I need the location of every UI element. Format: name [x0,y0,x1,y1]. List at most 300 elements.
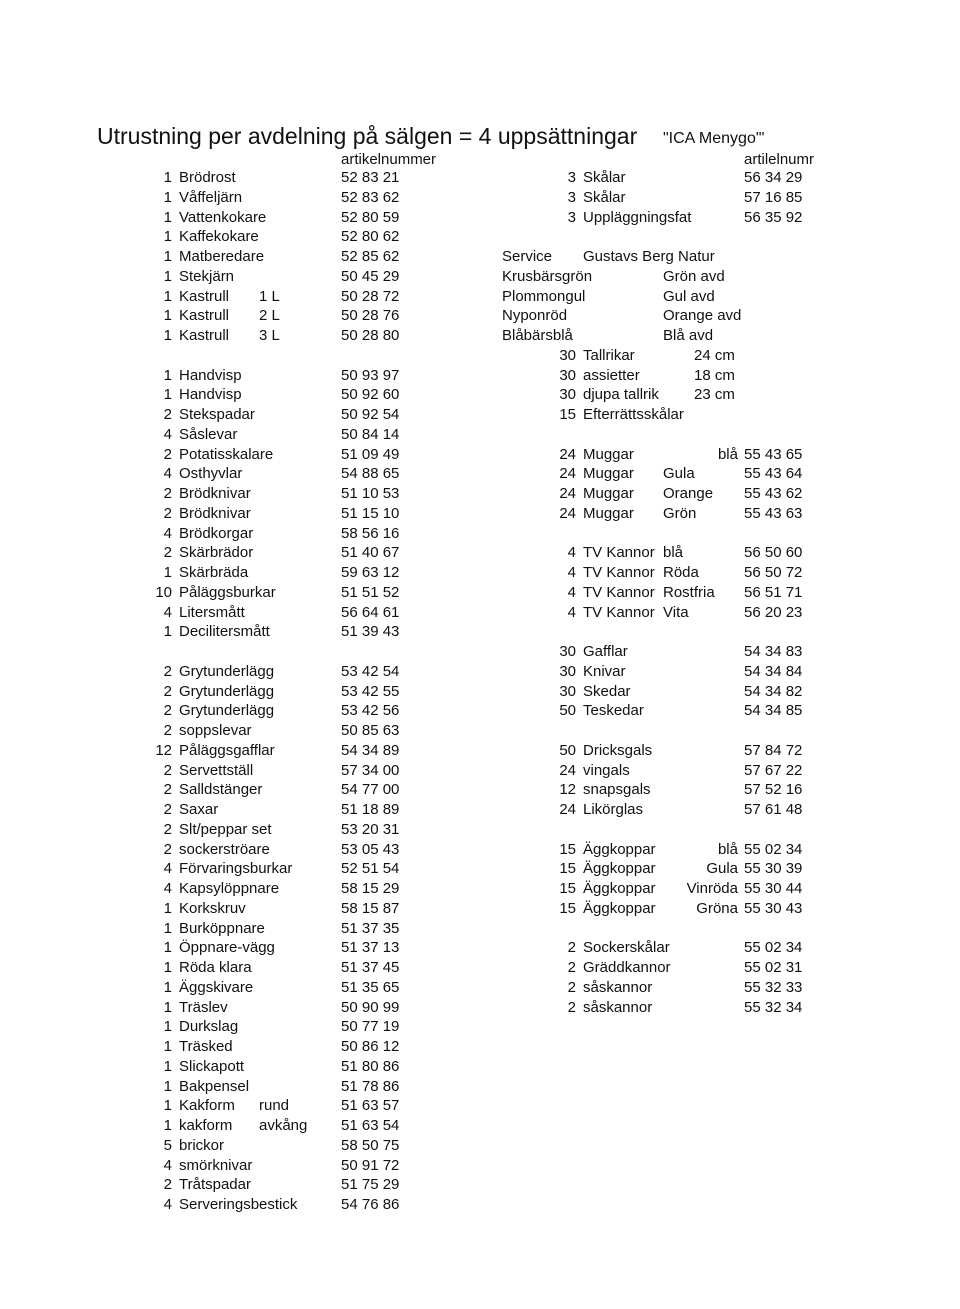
item-quantity: 1 [163,1117,172,1134]
item-name: Muggar [583,465,634,483]
item-article-number: 55 02 34 [744,840,803,858]
right-list-item [0,701,960,721]
item-quantity: 2 [163,801,172,818]
item-quantity: 5 [163,1136,172,1154]
item-name: Tallrikar [583,346,635,364]
item-name: Dricksgals [583,741,653,759]
item-name: Kastrull [179,327,230,344]
right-list-item [0,958,960,978]
item-name: Gafflar [583,643,628,660]
item-quantity: 2 [163,406,172,423]
item-article-number: 57 61 48 [744,801,803,818]
item-article-number: 55 43 63 [744,504,803,522]
item-quantity: 10 [155,583,172,601]
item-size: 2 L [259,307,280,325]
item-name: Slt/peppar set [179,820,272,838]
item-name: såskannor [583,998,653,1016]
item-quantity: 1 [163,1038,172,1055]
item-article-number: 56 50 72 [744,564,803,581]
item-quantity: 1 [163,978,172,996]
item-name: Osthyvlar [179,465,243,483]
item-name: Slickapott [179,1057,245,1075]
item-size: 24 cm [694,346,735,364]
item-name: Salldstänger [179,781,263,799]
item-quantity: 2 [567,959,576,976]
item-article-number: 56 51 71 [744,583,803,601]
item-quantity: 30 [559,366,576,384]
item-name: sockerströare [179,840,270,858]
left-list-item [0,425,960,445]
item-name: brickor [179,1136,225,1154]
item-article-number: 56 35 92 [744,208,803,226]
item-quantity: 15 [559,840,576,858]
item-article-number: 51 39 43 [341,623,400,641]
item-article-number: 50 90 99 [341,998,400,1016]
item-quantity: 1 [163,267,172,285]
service-detail: Blå avd [663,327,714,344]
item-quantity: 2 [163,702,172,720]
item-name: Uppläggningsfat [583,208,692,226]
item-name: Stekspadar [179,406,255,423]
left-list-item [0,820,960,840]
left-list-item [0,622,960,642]
item-quantity: 1 [163,919,172,937]
item-name: TV Kannor [583,603,655,621]
item-article-number: 52 51 54 [341,860,400,878]
item-size: rund [259,1097,290,1115]
item-article-number: 57 34 00 [341,761,400,779]
item-quantity: 30 [559,643,576,660]
item-article-number: 58 50 75 [341,1136,400,1154]
item-article-number: 54 34 89 [341,741,400,759]
item-article-number: 51 80 86 [341,1057,400,1075]
right-list-item [0,484,960,504]
left-list-item [0,227,960,247]
item-quantity: 15 [559,880,576,897]
item-quantity: 2 [163,781,172,799]
item-color: Vita [663,603,689,621]
item-quantity: 30 [559,682,576,700]
item-article-number: 50 92 60 [341,386,400,404]
item-article-number: 51 37 35 [341,919,400,937]
item-quantity: 2 [163,504,172,522]
item-quantity: 24 [559,465,576,483]
left-list-item [0,1116,960,1136]
item-quantity: 1 [163,564,172,581]
service-label: Plommongul [502,287,586,305]
item-name: Potatisskalare [179,445,274,463]
item-name: Äggkoppar [583,840,656,858]
item-quantity: 50 [559,741,576,759]
item-article-number: 58 15 29 [341,880,400,897]
item-name: Grytunderlägg [179,662,275,680]
item-article-number: 51 78 86 [341,1077,400,1095]
item-name: Kapsylöppnare [179,880,280,897]
item-article-number: 55 30 44 [744,880,803,897]
item-size: 23 cm [694,386,735,404]
item-article-number: 52 80 59 [341,208,400,226]
item-name: Stekjärn [179,267,235,285]
item-name: Äggkoppar [583,860,656,878]
item-article-number: 58 56 16 [341,524,400,542]
item-name: Skålar [583,188,626,206]
item-article-number: 55 43 65 [744,445,803,463]
item-name: Skärbräda [179,564,249,581]
item-quantity: 4 [567,583,576,601]
item-article-number: 51 63 57 [341,1097,400,1115]
right-list-item [0,840,960,860]
item-quantity: 4 [163,425,172,443]
item-quantity: 50 [559,702,576,720]
item-quantity: 24 [559,801,576,818]
item-size: avkång [259,1117,308,1134]
item-name: Brödkorgar [179,524,254,542]
item-quantity: 15 [559,860,576,878]
item-article-number: 51 09 49 [341,445,400,463]
item-article-number: 55 43 62 [744,485,803,502]
right-list-item [0,978,960,998]
item-name: Skålar [583,169,626,186]
item-article-number: 50 86 12 [341,1038,400,1055]
item-name: Kastrull [179,287,230,305]
item-name: Burköppnare [179,919,265,937]
item-article-number: 51 10 53 [341,485,400,502]
item-quantity: 15 [559,406,576,423]
item-name: Teskedar [583,702,644,720]
right-list-item [0,208,960,228]
item-quantity: 4 [163,465,172,483]
right-list-item [0,682,960,702]
item-color: Orange [663,485,714,502]
item-article-number: 50 84 14 [341,425,400,443]
item-name: Förvaringsburkar [179,860,293,878]
left-column-header: artikelnummer [341,151,437,168]
right-list-item [0,247,960,267]
right-list-item [0,346,960,366]
item-article-number: 56 20 23 [744,603,803,621]
right-list-item [0,583,960,603]
item-color: blå [717,840,738,858]
item-color: Grön [663,504,697,522]
item-quantity: 1 [163,287,172,305]
item-quantity: 2 [163,445,172,463]
right-list-item [0,267,960,287]
item-article-number: 56 50 60 [744,544,803,562]
item-name: Likörglas [583,801,644,818]
service-detail: Orange avd [663,307,742,325]
item-quantity: 2 [163,840,172,858]
item-article-number: 50 93 97 [341,366,400,384]
item-quantity: 4 [163,1156,172,1174]
item-article-number: 51 63 54 [341,1117,400,1134]
item-name: Bakpensel [179,1077,250,1095]
item-name: Påläggsgafflar [179,741,275,759]
item-name: Brödrost [179,169,236,186]
item-article-number: 54 34 84 [744,662,803,680]
item-quantity: 1 [163,899,172,917]
item-name: Gräddkannor [583,959,671,976]
item-article-number: 52 80 62 [341,228,400,246]
item-quantity: 2 [163,662,172,680]
item-name: TV Kannor [583,544,655,562]
item-name: soppslevar [179,722,252,739]
item-quantity: 2 [567,998,576,1016]
item-article-number: 55 02 31 [744,959,803,976]
item-name: Tråtspadar [179,1176,251,1194]
item-name: smörknivar [179,1156,253,1174]
item-quantity: 30 [559,386,576,404]
right-list-item [0,287,960,307]
right-list-item [0,761,960,781]
item-quantity: 1 [163,208,172,226]
item-quantity: 1 [163,959,172,976]
right-list-item [0,800,960,820]
item-quantity: 2 [163,722,172,739]
right-list-item [0,306,960,326]
right-list-item [0,879,960,899]
item-name: kakform [179,1117,233,1134]
item-article-number: 55 02 34 [744,939,803,957]
item-name: Decilitersmått [179,623,270,641]
item-name: Såslevar [179,425,238,443]
item-article-number: 58 15 87 [341,899,400,917]
item-quantity: 4 [567,564,576,581]
left-list-item [0,1096,960,1116]
item-article-number: 51 18 89 [341,801,400,818]
item-article-number: 53 42 56 [341,702,400,720]
item-size: 3 L [259,327,280,344]
item-size: 18 cm [694,366,735,384]
item-color: Gula [663,465,695,483]
service-label: Blåbärsblå [502,327,573,344]
item-color: Gula [706,860,738,878]
item-quantity: 1 [163,1097,172,1115]
item-quantity: 24 [559,761,576,779]
item-article-number: 54 77 00 [341,781,400,799]
item-quantity: 2 [163,761,172,779]
item-name: Grytunderlägg [179,682,275,700]
page-title: Utrustning per avdelning på sälgen = 4 uppsättningar [97,123,638,149]
item-name: Sockerskålar [583,939,670,957]
item-name: såskannor [583,978,653,996]
item-color: Vinröda [686,880,738,897]
item-name: Träslev [179,998,228,1016]
item-article-number: 55 43 64 [744,465,803,483]
item-quantity: 1 [163,1057,172,1075]
right-list-item [0,504,960,524]
item-quantity: 12 [155,741,172,759]
item-name: Våffeljärn [179,188,243,206]
item-quantity: 1 [163,623,172,641]
item-name: Muggar [583,504,634,522]
right-list-item [0,385,960,405]
service-label: Service [502,248,553,265]
item-name: Muggar [583,445,634,463]
right-list-item [0,543,960,563]
item-article-number: 53 20 31 [341,820,400,838]
item-quantity: 30 [559,662,576,680]
item-name: Handvisp [179,366,242,384]
item-quantity: 2 [567,978,576,996]
item-quantity: 2 [163,820,172,838]
right-list-item [0,563,960,583]
item-name: Vattenkokare [179,208,267,226]
item-quantity: 4 [163,1196,172,1213]
item-article-number: 55 30 39 [744,860,803,878]
item-quantity: 24 [559,445,576,463]
left-list-item [0,1195,960,1215]
item-quantity: 24 [559,504,576,522]
service-label: Krusbärsgrön [502,267,593,285]
item-name: Muggar [583,485,634,502]
item-name: Brödknivar [179,504,251,522]
item-color: Röda [663,564,699,581]
right-list-item [0,405,960,425]
item-quantity: 1 [163,1018,172,1036]
item-name: Träsked [179,1038,233,1055]
right-list-item [0,899,960,919]
item-quantity: 3 [567,188,576,206]
item-article-number: 51 37 13 [341,939,400,957]
item-name: Röda klara [179,959,252,976]
item-name: Grytunderlägg [179,702,275,720]
item-quantity: 1 [163,307,172,325]
left-list-item [0,1175,960,1195]
item-name: Skedar [583,682,631,700]
item-quantity: 1 [163,169,172,186]
left-list-item [0,524,960,544]
item-article-number: 50 85 63 [341,722,400,739]
item-quantity: 1 [163,248,172,265]
item-quantity: 1 [163,386,172,404]
item-color: blå [663,544,684,562]
right-list-item [0,188,960,208]
item-article-number: 57 52 16 [744,781,803,799]
item-name: Kaffekokare [179,228,259,246]
item-article-number: 52 83 21 [341,169,400,186]
item-quantity: 12 [559,781,576,799]
item-name: Korkskruv [179,899,246,917]
item-quantity: 3 [567,208,576,226]
item-article-number: 50 77 19 [341,1018,400,1036]
item-article-number: 55 30 43 [744,899,803,917]
item-name: Servettställ [179,761,254,779]
item-article-number: 52 83 62 [341,188,400,206]
item-article-number: 53 42 54 [341,662,400,680]
item-name: Serveringsbestick [179,1196,298,1213]
item-quantity: 30 [559,346,576,364]
item-article-number: 59 63 12 [341,564,400,581]
item-article-number: 53 05 43 [341,840,400,858]
item-name: snapsgals [583,781,651,799]
left-list-item [0,1017,960,1037]
left-list-item [0,1136,960,1156]
item-quantity: 2 [163,682,172,700]
item-name: TV Kannor [583,564,655,581]
item-article-number: 51 37 45 [341,959,400,976]
item-name: Matberedare [179,248,265,265]
item-article-number: 56 64 61 [341,603,400,621]
item-quantity: 4 [163,860,172,878]
service-detail: Gul avd [663,287,715,305]
item-article-number: 57 16 85 [744,188,803,206]
right-list-item [0,938,960,958]
left-list-item [0,1037,960,1057]
item-article-number: 54 76 86 [341,1196,400,1213]
item-name: Äggkoppar [583,880,656,897]
item-article-number: 50 28 76 [341,307,400,325]
item-quantity: 1 [163,939,172,957]
left-list-item [0,1057,960,1077]
item-name: Brödknivar [179,485,251,502]
item-name: Litersmått [179,603,245,621]
right-list-item [0,998,960,1018]
item-quantity: 1 [163,188,172,206]
right-list-item [0,859,960,879]
item-name: Äggskivare [179,978,254,996]
left-list-item [0,721,960,741]
item-quantity: 4 [163,880,172,897]
right-list-item [0,445,960,465]
item-article-number: 50 28 80 [341,327,400,344]
item-name: Påläggsburkar [179,583,276,601]
item-quantity: 2 [163,485,172,502]
item-article-number: 54 34 82 [744,682,803,700]
right-list-item [0,464,960,484]
right-list-item [0,168,960,188]
right-list-item [0,366,960,386]
item-name: Kakform [179,1097,235,1115]
item-article-number: 51 51 52 [341,583,400,601]
item-name: Äggkoppar [583,899,656,917]
item-quantity: 24 [559,485,576,502]
left-list-item [0,1077,960,1097]
item-quantity: 3 [567,169,576,186]
right-list-item [0,642,960,662]
item-name: Öppnare-vägg [179,939,275,957]
item-quantity: 4 [163,524,172,542]
item-size: 1 L [259,287,280,305]
item-quantity: 2 [163,544,172,562]
item-name: vingals [583,761,630,779]
item-article-number: 53 42 55 [341,682,400,700]
item-quantity: 2 [163,1176,172,1194]
left-list-item [0,1156,960,1176]
right-list-item [0,603,960,623]
item-article-number: 54 88 65 [341,465,400,483]
item-article-number: 57 84 72 [744,741,803,759]
item-quantity: 15 [559,899,576,917]
item-article-number: 50 91 72 [341,1156,400,1174]
item-quantity: 1 [163,366,172,384]
item-quantity: 1 [163,998,172,1016]
item-name: djupa tallrik [583,386,659,404]
right-list-item [0,326,960,346]
item-quantity: 4 [567,603,576,621]
service-detail: Grön avd [663,267,725,285]
right-column-header: artilelnumr [744,151,815,168]
item-name: TV Kannor [583,583,655,601]
item-article-number: 55 32 33 [744,978,803,996]
item-name: Skärbrädor [179,544,254,562]
right-list-item [0,741,960,761]
item-quantity: 1 [163,327,172,344]
item-name: Kastrull [179,307,230,325]
service-detail: Gustavs Berg Natur [583,248,715,265]
ica-menygo-label: "ICA Menygo"' [663,130,765,147]
item-article-number: 56 34 29 [744,169,803,186]
left-list-item [0,919,960,939]
